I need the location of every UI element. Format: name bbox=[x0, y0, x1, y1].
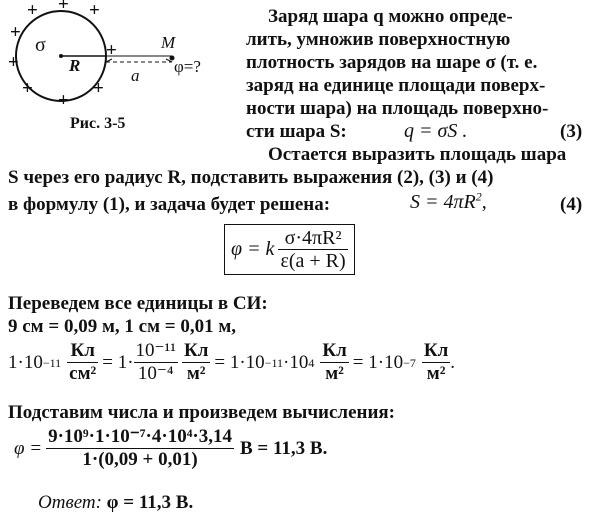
phi-query: φ=? bbox=[174, 57, 201, 76]
text-line: лить, умножив поверхностную bbox=[246, 29, 511, 50]
answer-line bbox=[38, 492, 193, 514]
calc-equation: φ = $\frac{\text{9·10⁹·1·10⁻⁷·4·10⁴·3,14}}{1\cdot(0,09 + 0,01)}$ В = 11,3 В. bbox=[14, 426, 328, 470]
calc-result: В = 11,3 В. bbox=[239, 437, 328, 459]
plus-sign: + bbox=[106, 40, 117, 61]
plus-sign: + bbox=[27, 0, 38, 21]
figure-caption: Рис. 3-5 bbox=[70, 115, 126, 132]
formula-s: $S = 4\pi R^2$, bbox=[410, 189, 487, 213]
text-line: Заряд шара q можно опреде- bbox=[268, 6, 513, 27]
text-line: в формулу (1), и задача будет решена: bbox=[8, 194, 331, 215]
plus-sign: + bbox=[58, 0, 69, 15]
plus-sign: + bbox=[58, 90, 69, 111]
distance-label: a bbox=[131, 66, 140, 85]
text-line: плотность зарядов на шаре σ (т. е. bbox=[246, 52, 538, 73]
plus-sign: + bbox=[10, 22, 21, 43]
point-m-label: M bbox=[161, 33, 176, 52]
plus-sign: + bbox=[8, 52, 19, 73]
si-line: 9 см = 0,09 м, 1 см = 0,01 м, bbox=[8, 316, 237, 337]
calc-denominator: 1·(0,09 + 0,01) bbox=[82, 449, 198, 470]
plus-sign: + bbox=[89, 0, 100, 21]
calc-numerator: 9·10⁹·1·10⁻⁷·4·10⁴·3,14 bbox=[48, 426, 232, 447]
plus-sign: + bbox=[93, 78, 104, 99]
text-line: S через его радиус R, подставить выражения (2), (3) и (4) bbox=[8, 167, 494, 188]
sigma-label: σ bbox=[35, 34, 46, 56]
formula-q: q = σS . bbox=[404, 120, 468, 142]
radius-label: R bbox=[69, 56, 81, 75]
boxed-formula bbox=[224, 224, 355, 275]
answer-value: φ = 11,3 В. bbox=[106, 492, 194, 513]
text-line: ности шара) на площадь поверхно- bbox=[246, 98, 549, 119]
si-heading: Переведем все единицы в СИ: bbox=[8, 293, 268, 314]
calc-heading: Подставим числа и произведем вычисления: bbox=[8, 402, 396, 423]
equation-number: (3) bbox=[560, 121, 583, 142]
units-equation: 1·10 −11 $\frac{Кл}{\text{см²}}$ = 1· $\frac{\text{10⁻¹¹}}{\text{10⁻⁴}}$ $\frac{Кл}{\text{м²}}$ = 1·10 −11 ·10 4 $\frac{Кл}{\text{м²}}$ = 1·10 −7 $\frac{Кл}{\text{м²}}$ . bbox=[8, 340, 456, 384]
text-line: Остается выразить площадь шара bbox=[268, 144, 567, 165]
plus-sign: + bbox=[22, 78, 33, 99]
equation-number: (4) bbox=[560, 194, 583, 215]
fraction-numerator: σ·4πR² bbox=[278, 227, 347, 250]
phi-k: φ = k bbox=[231, 238, 275, 260]
fraction-denominator: ε(a + R) bbox=[280, 250, 346, 272]
answer-label: Ответ: bbox=[38, 492, 102, 513]
text-line: заряд на единице площади поверх- bbox=[246, 75, 546, 96]
text-line: сти шара S: bbox=[246, 121, 347, 142]
